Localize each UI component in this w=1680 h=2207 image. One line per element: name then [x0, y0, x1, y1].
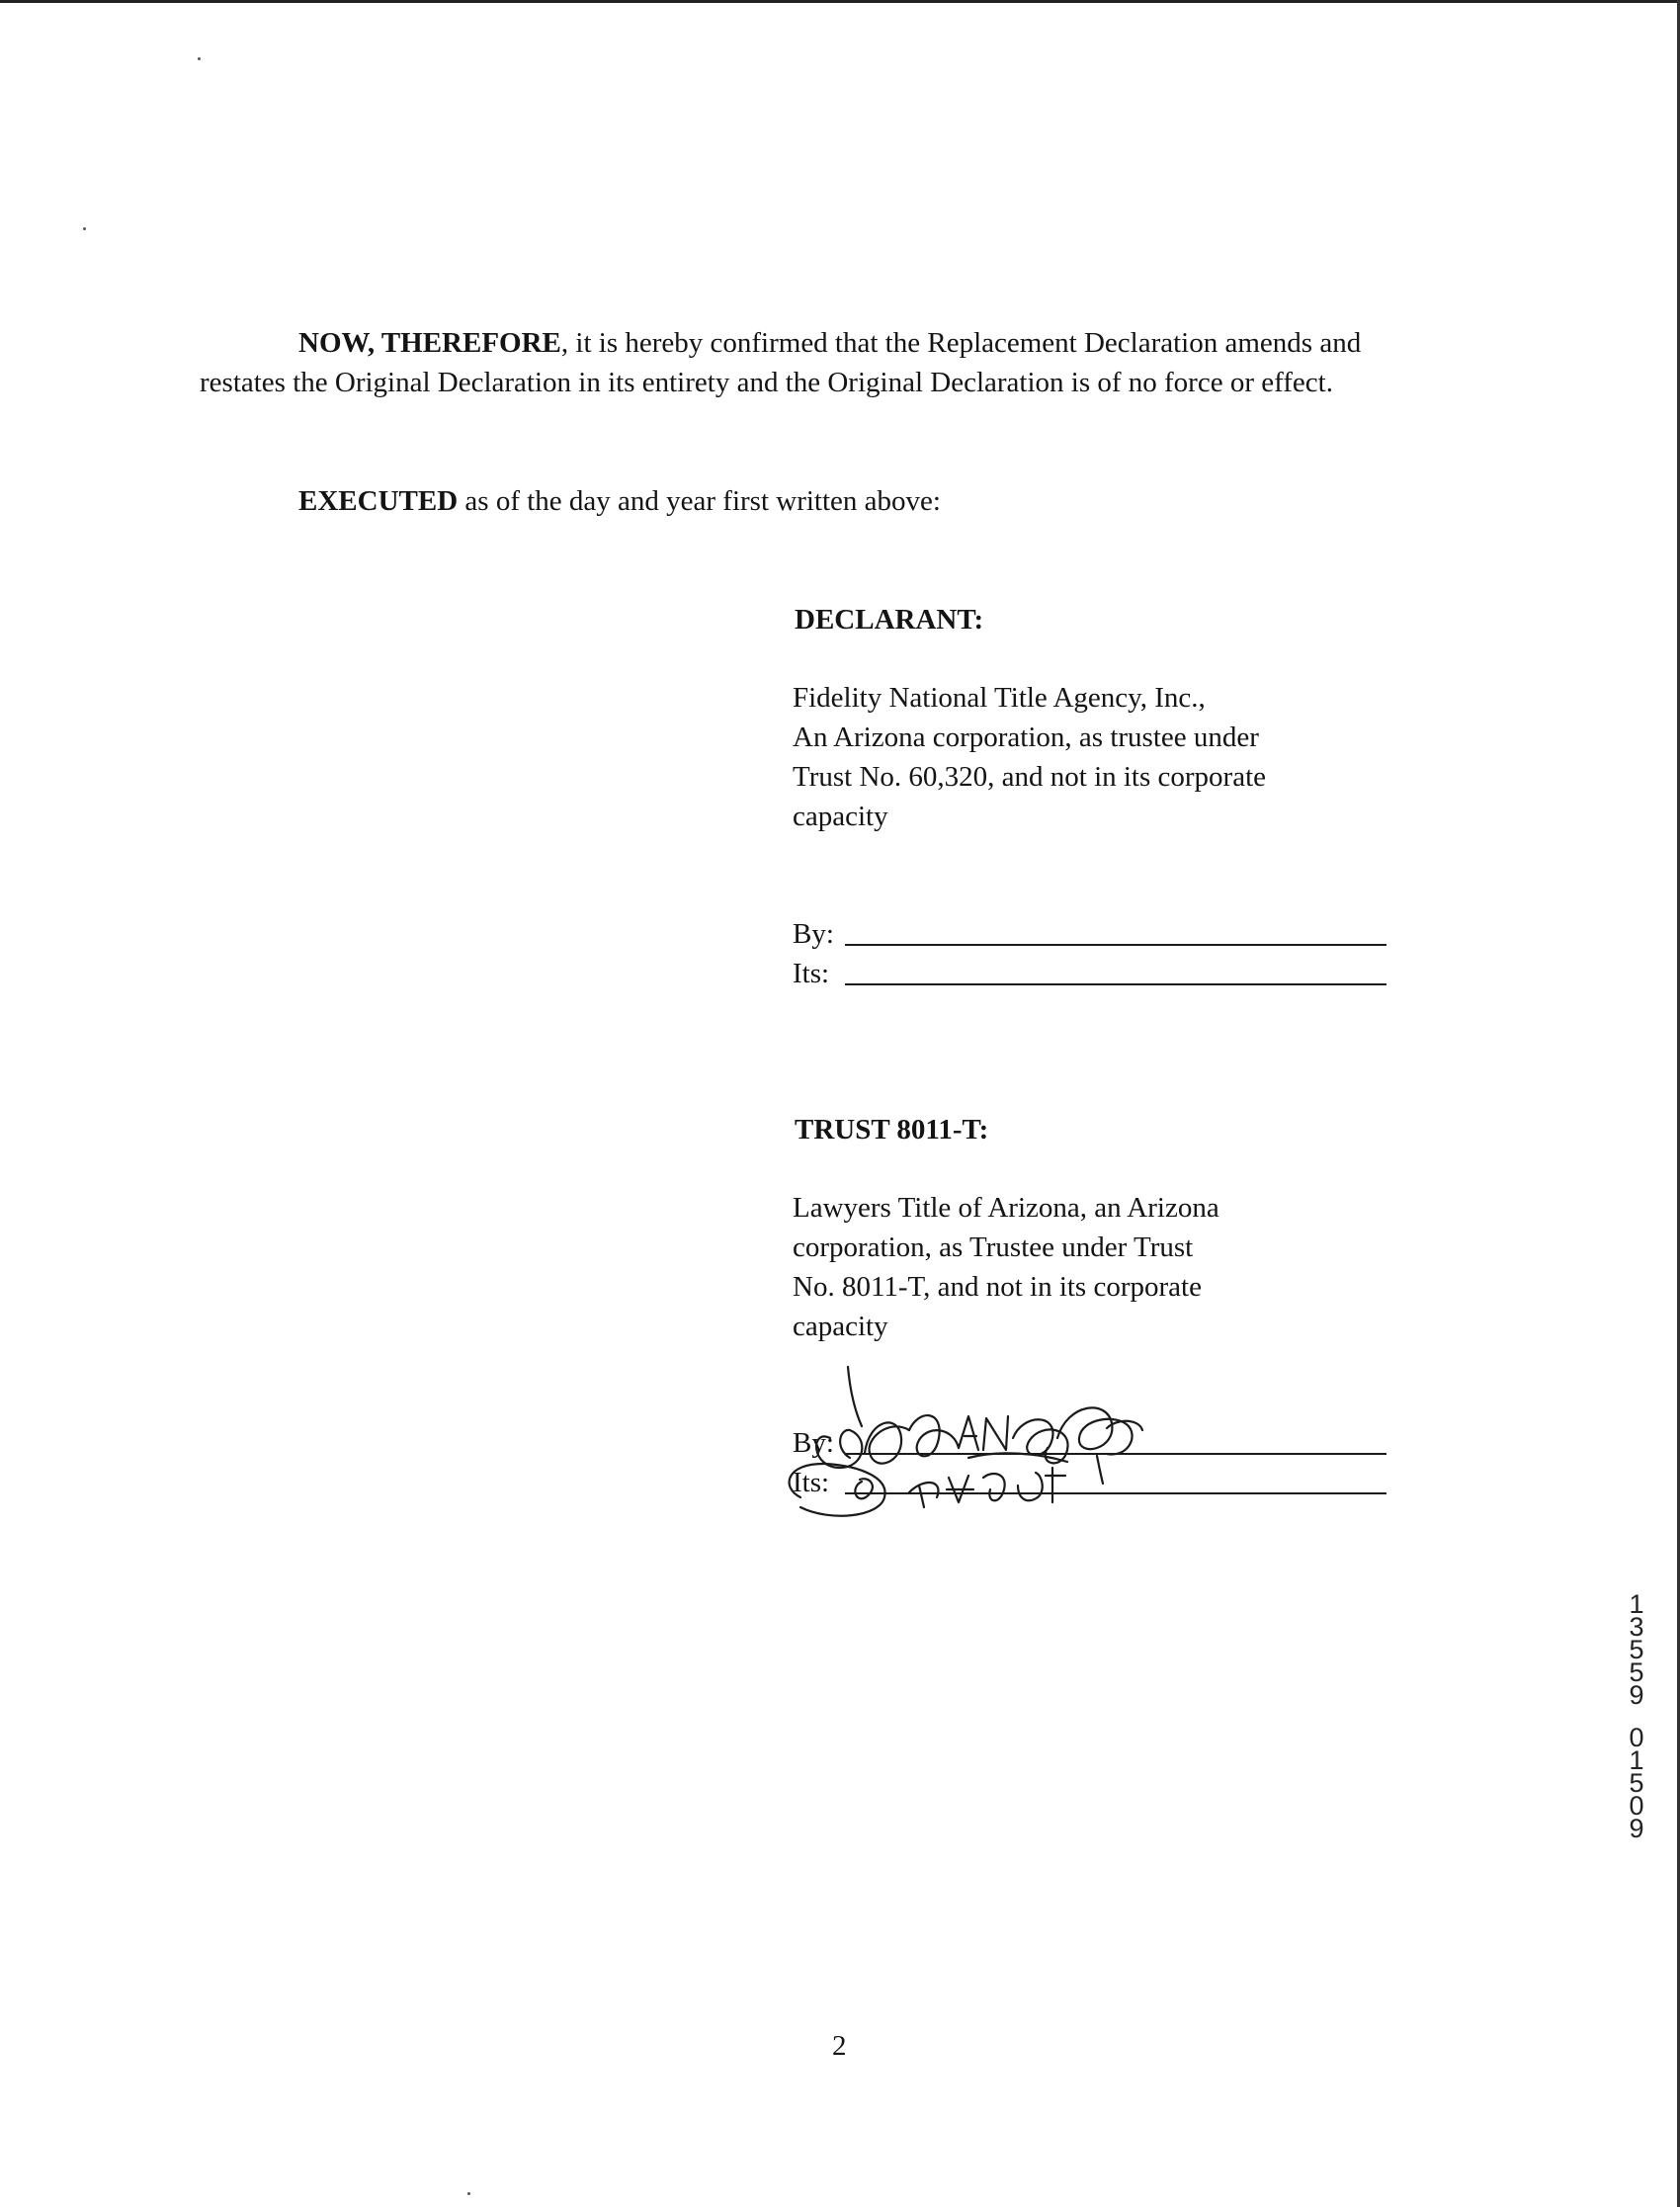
declarant-entity [793, 678, 1266, 836]
declarant-line: An Arizona corporation, as trustee under [793, 722, 1259, 753]
stamp-digit: 5 [1629, 1657, 1644, 1687]
trust-entity [793, 1188, 1219, 1346]
paragraph-lead-bold: NOW, THEREFORE [298, 327, 561, 359]
declarant-its-signature-line[interactable] [845, 983, 1386, 985]
trust-by-label: By: [793, 1427, 834, 1459]
paragraph-line-1-text: , it is hereby confirmed that the Replacement Declaration amends and [560, 327, 1362, 359]
declarant-line: Trust No. 60,320, and not in its corporate [793, 761, 1267, 793]
executed-lead-bold: EXECUTED [298, 485, 459, 517]
trust-line: corporation, as Trustee under Trust [793, 1231, 1194, 1263]
declarant-heading: DECLARANT: [795, 604, 984, 636]
declarant-by-signature-line[interactable] [845, 944, 1386, 946]
scan-speck [198, 57, 201, 60]
declarant-line: capacity [793, 801, 888, 832]
stamp-digit: 5 [1629, 1635, 1644, 1664]
stamp-digit: 5 [1629, 1768, 1644, 1798]
recording-stamp [1617, 1589, 1656, 1843]
declarant-line: Fidelity National Title Agency, Inc., [793, 682, 1206, 714]
scan-edge-top [0, 0, 1680, 3]
stamp-digit: 9 [1629, 1814, 1644, 1843]
stamp-digit: 1 [1629, 1589, 1644, 1619]
trust-line: No. 8011-T, and not in its corporate [793, 1271, 1202, 1303]
trust-line: capacity [793, 1311, 888, 1342]
stamp-digit: 1 [1629, 1745, 1644, 1775]
stamp-digit: 9 [1629, 1680, 1644, 1710]
paragraph-line-2: restates the Original Declaration in its entirety and the Original Declaration is of no force or effect. [200, 367, 1333, 398]
stamp-digit: 0 [1629, 1723, 1644, 1752]
declarant-by-label: By: [793, 918, 834, 950]
trust-heading: TRUST 8011-T: [795, 1114, 989, 1146]
stamp-digit: 3 [1629, 1612, 1644, 1642]
stamp-digit: 0 [1629, 1791, 1644, 1821]
declarant-its-label: Its: [793, 958, 830, 989]
trust-its-label: Its: [793, 1467, 830, 1498]
handwritten-signature [771, 1359, 1225, 1527]
scan-speck [83, 227, 86, 230]
page-number: 2 [832, 2030, 847, 2062]
executed-line [298, 481, 941, 521]
paragraph-line-1 [298, 323, 1361, 363]
scan-speck [467, 2192, 470, 2195]
executed-text: as of the day and year first written above: [458, 485, 941, 517]
trust-line: Lawyers Title of Arizona, an Arizona [793, 1192, 1219, 1224]
